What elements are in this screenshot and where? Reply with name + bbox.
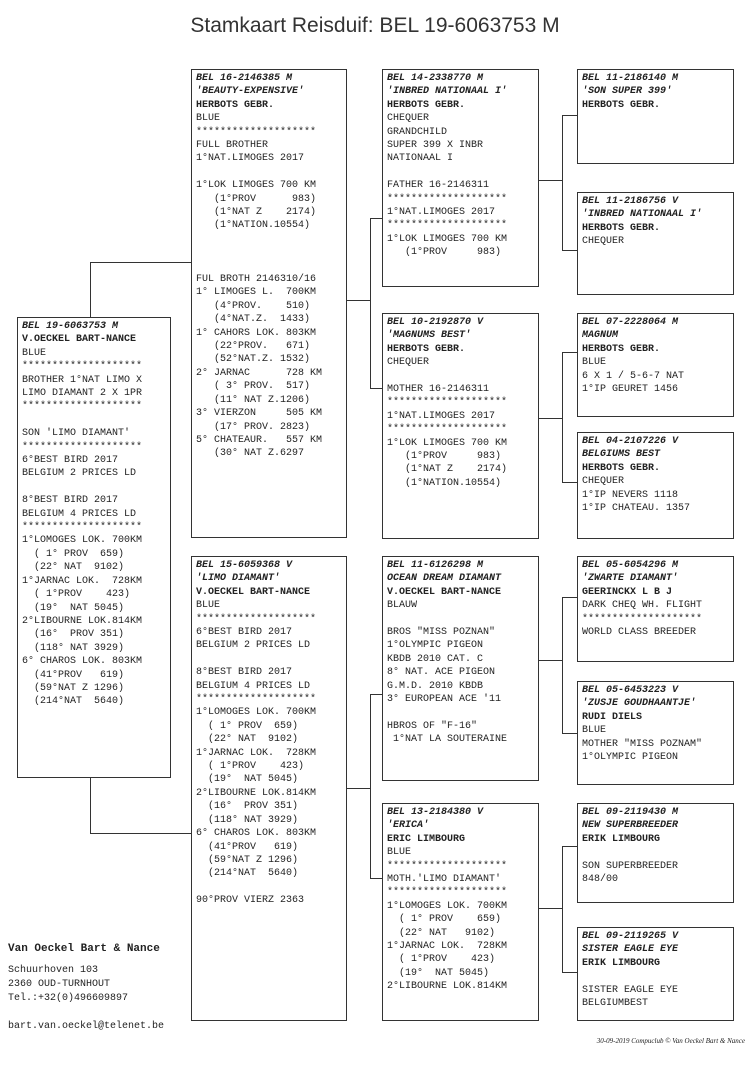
info-line: GRANDCHILD <box>387 126 448 138</box>
info-line: ( 3° PROV. 517) <box>196 381 311 393</box>
pedigree-box-dam-dam[interactable] <box>382 803 539 1021</box>
pedigree-box-sss[interactable] <box>577 69 734 164</box>
info-line: MOTH.'LIMO DIAMANT' <box>387 874 502 886</box>
info-line: BLUE <box>387 847 412 859</box>
ring-number: BEL 11-6126298 M <box>387 560 484 571</box>
info-line: (1°PROV 983) <box>387 247 502 259</box>
connector-line <box>370 694 371 878</box>
breeder-name: ERIK LIMBOURG <box>582 833 661 845</box>
info-line: (30° NAT Z.6297 <box>196 448 305 460</box>
info-line: 6°BEST BIRD 2017 <box>196 627 293 639</box>
pigeon-name: 'BEAUTY-EXPENSIVE' <box>196 86 305 98</box>
pedigree-box-dsd[interactable] <box>577 681 734 785</box>
pigeon-name: BELGIUMS BEST <box>582 449 661 461</box>
connector-line <box>562 597 577 598</box>
pigeon-name: 'LIMO DIAMANT' <box>196 573 281 585</box>
info-line: ******************** <box>387 887 508 899</box>
info-line: (22°PROV. 671) <box>196 341 311 353</box>
info-line: (1°NATION.10554) <box>196 220 311 232</box>
info-line: 5° CHATEAUR. 557 KM <box>196 434 323 446</box>
info-line: ******************** <box>387 860 508 872</box>
info-line: (19° NAT 5045) <box>22 602 125 614</box>
info-line: SISTER EAGLE EYE <box>582 984 679 996</box>
info-line: WORLD CLASS BREEDER <box>582 627 697 639</box>
info-line: (4°NAT.Z. 1433) <box>196 314 311 326</box>
connector-line <box>562 597 563 733</box>
info-line: BELGIUM 2 PRICES LD <box>22 468 137 480</box>
connector-line <box>538 180 563 181</box>
connector-line <box>562 352 577 353</box>
info-line: (1°NATION.10554) <box>387 477 502 489</box>
owner-block <box>8 942 164 1034</box>
pedigree-box-dam[interactable] <box>191 556 347 1021</box>
info-line: (214°NAT 5640) <box>22 696 125 708</box>
info-line: FULL BROTHER <box>196 140 269 152</box>
info-line: 2°LIBOURNE LOK.814KM <box>22 615 143 627</box>
spacer-line <box>582 846 730 859</box>
pedigree-box-sire-sire[interactable] <box>382 69 539 287</box>
info-line: 1°LOMOGES LOK. 700KM <box>196 707 317 719</box>
info-line: (17° PROV. 2823) <box>196 421 311 433</box>
info-line: BELGIUM 2 PRICES LD <box>196 640 311 652</box>
info-line: KBDB 2010 CAT. C <box>387 653 484 665</box>
info-line: (22° NAT 9102) <box>387 927 496 939</box>
breeder-name: V.OECKEL BART-NANCE <box>22 334 137 346</box>
connector-line <box>538 908 563 909</box>
info-line: 3° VIERZON 505 KM <box>196 408 323 420</box>
info-line: ******************** <box>22 401 143 413</box>
pigeon-name: SISTER EAGLE EYE <box>582 944 679 956</box>
pedigree-box-ssd[interactable] <box>577 192 734 295</box>
ring-number: BEL 13-2184380 V <box>387 807 484 818</box>
connector-line <box>562 846 577 847</box>
ring-number: BEL 07-2228064 M <box>582 317 679 328</box>
info-line: ******************** <box>196 613 317 625</box>
connector-line <box>562 972 577 973</box>
info-line: (118° NAT 3929) <box>22 642 125 654</box>
info-line: ******************** <box>387 424 508 436</box>
info-line: (19° NAT 5045) <box>196 774 299 786</box>
pedigree-box-dds[interactable] <box>577 803 734 903</box>
connector-line <box>90 778 91 833</box>
info-line: ******************** <box>387 397 508 409</box>
info-line: 6° CHAROS LOK. 803KM <box>196 828 317 840</box>
breeder-name: HERBOTS GEBR. <box>196 99 275 111</box>
info-line: 1°NAT.LIMOGES 2017 <box>196 153 305 165</box>
ring-number: BEL 10-2192870 V <box>387 317 484 328</box>
info-line: 2° JARNAC 728 KM <box>196 367 323 379</box>
spacer-line <box>582 970 730 983</box>
owner-name: Van Oeckel Bart & Nance <box>8 943 160 955</box>
spacer-line <box>196 881 343 894</box>
info-line: (214°NAT 5640) <box>196 868 299 880</box>
pigeon-name: 'SON SUPER 399' <box>582 86 673 98</box>
info-line: 1°JARNAC LOK. 728KM <box>196 747 317 759</box>
info-line: FUL BROTH 2146310/16 <box>196 274 317 286</box>
info-line: (16° PROV 351) <box>22 629 125 641</box>
info-line: 1° CAHORS LOK. 803KM <box>196 327 317 339</box>
pigeon-name: OCEAN DREAM DIAMANT <box>387 573 502 585</box>
info-line: ******************** <box>22 441 143 453</box>
ring-number: BEL 09-2119430 M <box>582 807 679 818</box>
ring-number: BEL 14-2338770 M <box>387 73 484 84</box>
breeder-name: HERBOTS GEBR. <box>582 343 661 355</box>
info-line: 1°OLYMPIC PIGEON <box>582 752 679 764</box>
ring-number: BEL 19-6063753 M <box>22 321 119 332</box>
ring-number: BEL 05-6054296 M <box>582 560 679 571</box>
info-line: 848/00 <box>582 874 619 886</box>
info-line: ( 1° PROV 659) <box>196 720 299 732</box>
info-line: 1°IP CHATEAU. 1357 <box>582 503 691 515</box>
spacer-line <box>196 246 343 259</box>
ring-number: BEL 04-2107226 V <box>582 436 679 447</box>
breeder-name: HERBOTS GEBR. <box>387 99 466 111</box>
spacer-line <box>22 414 167 427</box>
info-line: 8°BEST BIRD 2017 <box>22 495 119 507</box>
breeder-name: ERIK LIMBOURG <box>582 957 661 969</box>
pigeon-name: 'MAGNUMS BEST' <box>387 330 472 342</box>
breeder-name: GEERINCKX L B J <box>582 586 673 598</box>
info-line: BLUE <box>196 600 221 612</box>
info-line: BLUE <box>582 357 607 369</box>
owner-email[interactable]: bart.van.oeckel@telenet.be <box>8 1021 165 1032</box>
spacer-line <box>196 260 343 273</box>
spacer-line <box>196 653 343 666</box>
info-line: BLAUW <box>387 600 418 612</box>
info-line: ( 1°PROV 423) <box>196 761 305 773</box>
info-line: 1°IP NEVERS 1118 <box>582 489 679 501</box>
info-line: 2°LIBOURNE LOK.814KM <box>387 981 508 993</box>
connector-line <box>562 846 563 972</box>
info-line: 6° CHAROS LOK. 803KM <box>22 656 143 668</box>
spacer-line <box>196 166 343 179</box>
pedigree-box-sds[interactable] <box>577 313 734 417</box>
info-line: (16° PROV 351) <box>196 801 299 813</box>
connector-line <box>562 733 577 734</box>
connector-line <box>562 115 577 116</box>
info-line: ******************** <box>22 361 143 373</box>
info-line: (1°PROV 983) <box>196 193 317 205</box>
info-line: 1°LOMOGES LOK. 700KM <box>387 900 508 912</box>
info-line: (11° NAT Z.1206) <box>196 394 311 406</box>
info-line: MOTHER 16-2146311 <box>387 384 490 396</box>
spacer-line <box>387 370 535 383</box>
breeder-name: HERBOTS GEBR. <box>387 343 466 355</box>
connector-line <box>370 388 382 389</box>
owner-address-street: Schuurhoven 103 <box>8 965 99 976</box>
spacer-line <box>196 233 343 246</box>
connector-line <box>370 878 382 879</box>
info-line: BELGIUMBEST <box>582 998 649 1010</box>
info-line: ******************** <box>196 126 317 138</box>
pigeon-name: 'INBRED NATIONAAL I' <box>582 209 703 221</box>
info-line: ******************** <box>387 193 508 205</box>
info-line: BLUE <box>22 347 47 359</box>
info-line: 1°LOK LIMOGES 700 KM <box>387 437 508 449</box>
info-line: HBROS OF "F-16" <box>387 720 478 732</box>
pedigree-box-subject[interactable] <box>17 317 171 778</box>
info-line: 1°JARNAC LOK. 728KM <box>387 941 508 953</box>
info-line: BELGIUM 4 PRICES LD <box>196 680 311 692</box>
connector-line <box>538 418 563 419</box>
info-line: (19° NAT 5045) <box>387 967 490 979</box>
connector-line <box>346 300 371 301</box>
info-line: CHEQUER <box>387 113 430 125</box>
info-line: 1°LOMOGES LOK. 700KM <box>22 535 143 547</box>
info-line: 1°OLYMPIC PIGEON <box>387 640 484 652</box>
info-line: 1°IP GEURET 1456 <box>582 384 679 396</box>
ring-number: BEL 11-2186756 V <box>582 196 679 207</box>
info-line: (22° NAT 9102) <box>196 734 299 746</box>
owner-address-city: 2360 OUD-TURNHOUT <box>8 979 111 990</box>
pigeon-name: 'ERICA' <box>387 820 430 832</box>
info-line: MOTHER "MISS POZNAM" <box>582 738 703 750</box>
breeder-name: HERBOTS GEBR. <box>582 99 661 111</box>
connector-line <box>538 660 563 661</box>
info-line: ******************** <box>387 220 508 232</box>
pedigree-box-sire[interactable] <box>191 69 347 538</box>
pedigree-box-dam-sire[interactable] <box>382 556 539 781</box>
info-line: 8°BEST BIRD 2017 <box>196 667 293 679</box>
info-line: FATHER 16-2146311 <box>387 180 490 192</box>
info-line: 1°LOK LIMOGES 700 KM <box>387 233 508 245</box>
info-line: BROS "MISS POZNAN" <box>387 627 496 639</box>
info-line: CHEQUER <box>387 357 430 369</box>
info-line: SON 'LIMO DIAMANT' <box>22 428 131 440</box>
pedigree-box-sdd[interactable] <box>577 432 734 539</box>
info-line: CHEQUER <box>582 476 625 488</box>
pigeon-name: 'ZWARTE DIAMANT' <box>582 573 679 585</box>
connector-line <box>370 218 382 219</box>
breeder-name: ERIC LIMBOURG <box>387 833 466 845</box>
info-line: (1°NAT Z 2174) <box>387 464 508 476</box>
info-line: 2°LIBOURNE LOK.814KM <box>196 787 317 799</box>
info-line: LIMO DIAMANT 2 X 1PR <box>22 388 143 400</box>
ring-number: BEL 15-6059368 V <box>196 560 293 571</box>
info-line: SUPER 399 X INBR <box>387 140 484 152</box>
info-line: (59°NAT Z 1296) <box>196 854 299 866</box>
info-line: 1°NAT.LIMOGES 2017 <box>387 410 496 422</box>
connector-line <box>370 694 382 695</box>
info-line: ( 1° PROV 659) <box>22 548 125 560</box>
connector-line <box>562 352 563 482</box>
ring-number: BEL 16-2146385 M <box>196 73 293 84</box>
info-line: NATIONAAL I <box>387 153 454 165</box>
breeder-name: HERBOTS GEBR. <box>582 462 661 474</box>
breeder-name: V.OECKEL BART-NANCE <box>387 586 502 598</box>
info-line: BROTHER 1°NAT LIMO X <box>22 374 143 386</box>
ring-number: BEL 11-2186140 M <box>582 73 679 84</box>
page-title: Stamkaart Reisduif: BEL 19-6063753 M <box>190 14 560 37</box>
spacer-line <box>387 613 535 626</box>
breeder-name: RUDI DIELS <box>582 711 643 723</box>
info-line: 6 X 1 / 5-6-7 NAT <box>582 370 685 382</box>
info-line: ( 1°PROV 423) <box>22 589 131 601</box>
info-line: (59°NAT Z 1296) <box>22 682 125 694</box>
info-line: ( 1° PROV 659) <box>387 914 502 926</box>
spacer-line <box>387 706 535 719</box>
connector-line <box>562 115 563 250</box>
pigeon-name: NEW SUPERBREEDER <box>582 820 679 832</box>
spacer-line <box>387 166 535 179</box>
info-line: (1°PROV 983) <box>387 451 502 463</box>
info-line: 90°PROV VIERZ 2363 <box>196 895 305 907</box>
info-line: (118° NAT 3929) <box>196 814 299 826</box>
info-line: ******************** <box>582 613 703 625</box>
info-line: (52°NAT.Z. 1532) <box>196 354 311 366</box>
pedigree-box-ddd[interactable] <box>577 927 734 1021</box>
connector-line <box>562 250 577 251</box>
owner-phone: Tel.:+32(0)496609897 <box>8 993 129 1004</box>
info-line: 1°JARNAC LOK. 728KM <box>22 575 143 587</box>
info-line: SON SUPERBREEDER <box>582 860 679 872</box>
connector-line <box>90 262 191 263</box>
connector-line <box>370 218 371 388</box>
ring-number: BEL 05-6453223 V <box>582 685 679 696</box>
info-line: 6°BEST BIRD 2017 <box>22 455 119 467</box>
info-line: (41°PROV 619) <box>196 841 299 853</box>
pigeon-name: 'INBRED NATIONAAL I' <box>387 86 508 98</box>
connector-line <box>346 788 371 789</box>
footer-credit: 30-09-2019 Compuclub © Van Oeckel Bart & Nance <box>596 1037 745 1045</box>
info-line: ( 1°PROV 423) <box>387 954 496 966</box>
info-line: BLUE <box>582 725 607 737</box>
connector-line <box>90 262 91 317</box>
breeder-name: HERBOTS GEBR. <box>582 222 661 234</box>
info-line: 8° NAT. ACE PIGEON <box>387 667 496 679</box>
info-line: 1°LOK LIMOGES 700 KM <box>196 180 317 192</box>
info-line: ******************** <box>22 522 143 534</box>
info-line: 1° LIMOGES L. 700KM <box>196 287 317 299</box>
info-line: 3° EUROPEAN ACE '11 <box>387 694 502 706</box>
pedigree-box-sire-dam[interactable] <box>382 313 539 539</box>
info-line: (41°PROV 619) <box>22 669 125 681</box>
pedigree-box-dss[interactable] <box>577 556 734 662</box>
info-line: (22° NAT 9102) <box>22 562 125 574</box>
ring-number: BEL 09-2119265 V <box>582 931 679 942</box>
info-line: G.M.D. 2010 KBDB <box>387 680 484 692</box>
info-line: (4°PROV. 510) <box>196 300 311 312</box>
info-line: BLUE <box>196 113 221 125</box>
breeder-name: V.OECKEL BART-NANCE <box>196 586 311 598</box>
info-line: CHEQUER <box>582 236 625 248</box>
info-line: BELGIUM 4 PRICES LD <box>22 508 137 520</box>
connector-line <box>90 833 191 834</box>
info-line: DARK CHEQ WH. FLIGHT <box>582 600 703 612</box>
info-line: (1°NAT Z 2174) <box>196 207 317 219</box>
pigeon-name: MAGNUM <box>582 330 619 342</box>
info-line: 1°NAT LA SOUTERAINE <box>387 734 508 746</box>
spacer-line <box>22 481 167 494</box>
pigeon-name: 'ZUSJE GOUDHAANTJE' <box>582 698 697 710</box>
connector-line <box>562 482 577 483</box>
info-line: ******************** <box>196 694 317 706</box>
info-line: 1°NAT.LIMOGES 2017 <box>387 207 496 219</box>
